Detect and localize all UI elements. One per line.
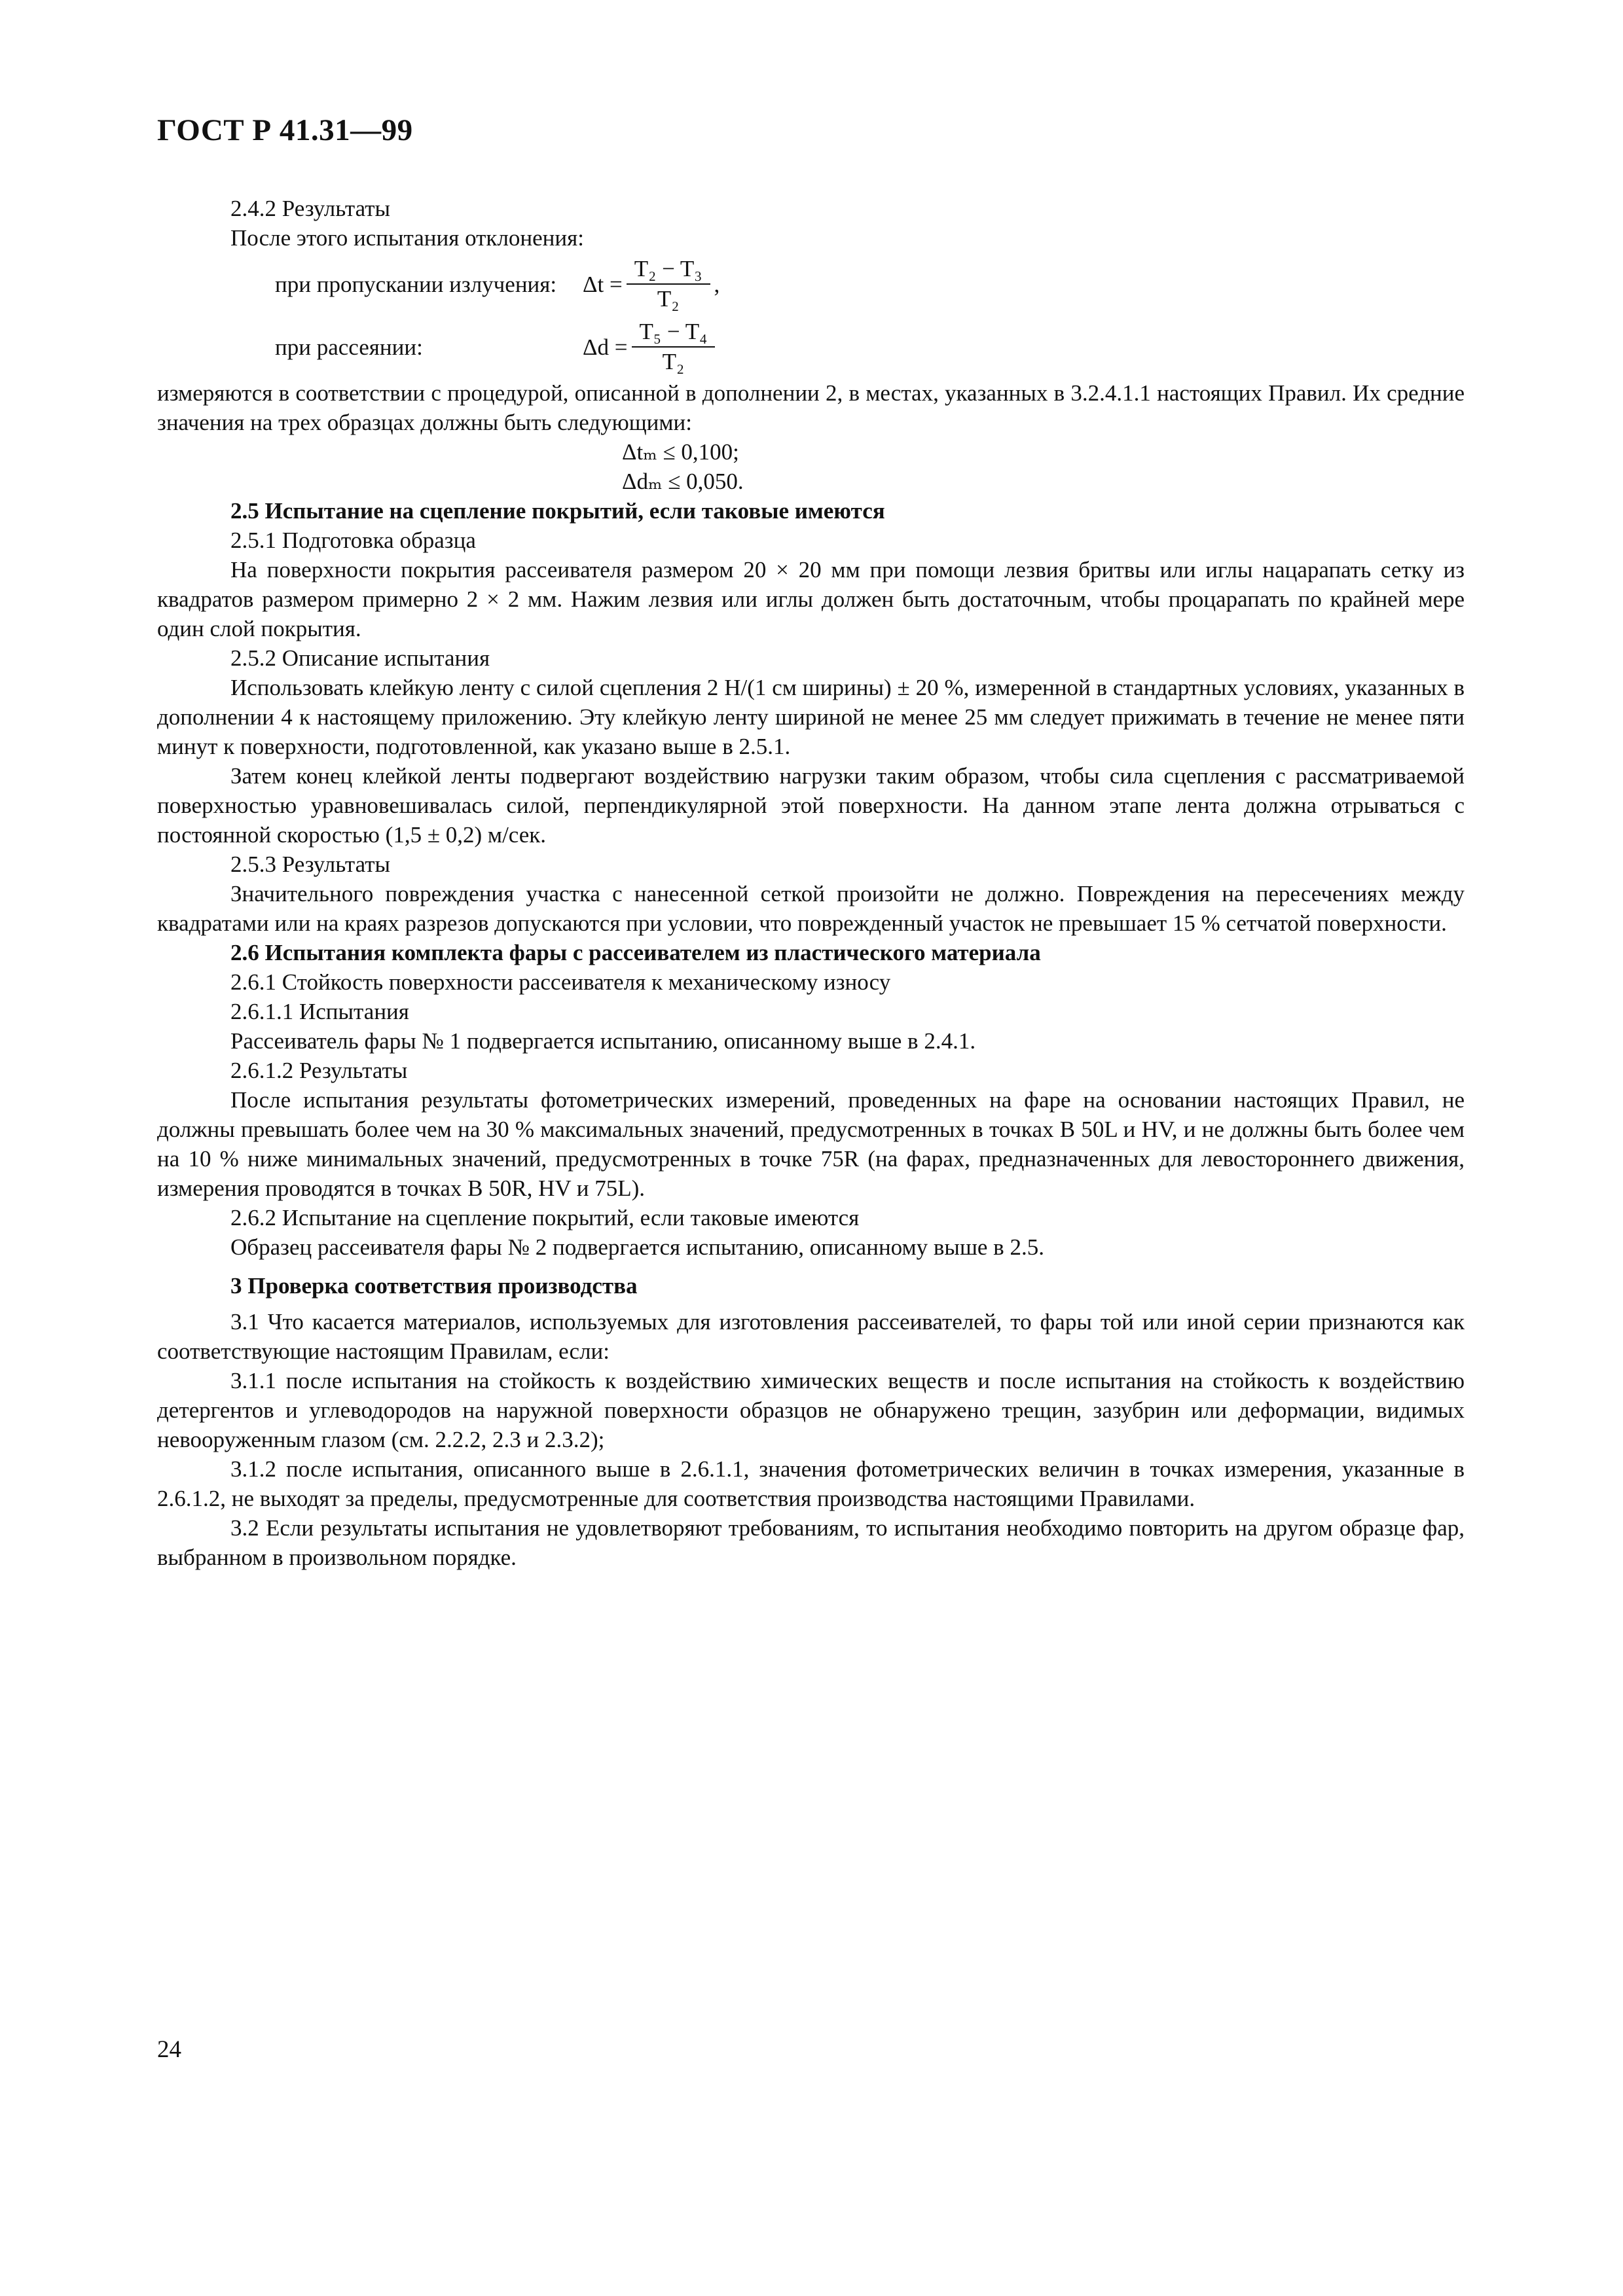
formula-transmission-denominator: T₂ [657,286,680,312]
formula-scattering-denominator: T₂ [662,349,685,374]
formula-transmission-label: при пропускании излучения: [275,271,557,297]
inequality-transmission: Δtₘ ≤ 0,100; [622,439,739,465]
section-2-6-1-1-title: 2.6.1.1 Испытания [230,999,409,1024]
section-2-5-2-title: 2.5.2 Описание испытания [230,645,490,671]
section-2-5-2-text: Использовать клейкую ленту с силой сцепления 2 Н/(1 см ширины) ± 20 %, измеренной в стандартных условиях, указанных в дополнении 4 к настоящему приложению. Эту клейкую ленту шириной не менее 25 мм следует прижимать в течение не менее пяти минут к поверхности, подготовленной, как указано выше в 2.5.1. [157,675,1465,759]
section-2-6-1-title: 2.6.1 Стойкость поверхности рассеивателя к механическому износу [230,969,891,995]
section-2-5-1-text: На поверхности покрытия рассеивателя размером 20 × 20 мм при помощи лезвия бритвы или иглы нацарапать сетку из квадратов размером примерно 2 × 2 мм. Нажим лезвия или иглы должен быть достаточным, чтобы процарапать по крайней мере один слой покрытия. [157,557,1465,641]
document-header: ГОСТ Р 41.31—99 [157,113,413,147]
formula-scattering-numerator: T₅ − T₄ [632,317,716,348]
section-2-6-1-1-text: Рассеиватель фары № 1 подвергается испытанию, описанному выше в 2.4.1. [230,1028,976,1054]
section-2-6-1-2-title: 2.6.1.2 Результаты [230,1058,408,1083]
section-2-6-heading: 2.6 Испытания комплекта фары с рассеивателем из пластического материала [230,940,1041,965]
section-2-6-1-2-text: После испытания результаты фотометрических измерений, проведенных на фаре на основании настоящих Правил, не должны превышать более чем на 30 % максимальных значений, предусмотренных в точках В 50L и HV, и не должны быть более чем на 10 % ниже минимальных значений, предусмотренных в точке 75R (на фарах, предназначенных для левостороннего движения, измерения проводятся в точках В 50R, HV и 75L). [157,1087,1465,1201]
section-2-4-2-title: 2.4.2 Результаты [230,196,391,221]
section-2-6-2-title: 2.6.2 Испытание на сцепление покрытий, если таковые имеются [230,1205,860,1230]
document-body [157,194,1465,1572]
formula-scattering-lhs: Δd = [583,334,628,360]
page-number: 24 [157,2036,181,2063]
section-2-4-2-text: измеряются в соответствии с процедурой, описанной в дополнении 2, в местах, указанных в 3.2.4.1.1 настоящих Правил. Их средние значения на трех образцах должны быть следующими: [157,380,1465,435]
section-3-heading: 3 Проверка соответствия производства [230,1273,638,1299]
section-2-5-3-title: 2.5.3 Результаты [230,852,391,877]
formula-transmission-comma: , [714,271,720,297]
section-3-1-text: 3.1 Что касается материалов, используемых для изготовления рассеивателей, то фары той или иной серии признаются как соответствующие настоящим Правилам, если: [157,1309,1465,1364]
formula-scattering-fraction [632,317,716,376]
section-3-1-2-text: 3.1.2 после испытания, описанного выше в 2.6.1.1, значения фотометрических величин в точках измерения, указанные в 2.6.1.2, не выходят за пределы, предусмотренные для соответствия производства настоящими Правилами. [157,1456,1465,1511]
section-2-5-2-text-2: Затем конец клейкой ленты подвергают воздействию нагрузки таким образом, чтобы сила сцепления с рассматриваемой поверхностью уравновешивалась силой, перпендикулярной этой поверхности. На данном этапе лента должна отрываться с постоянной скоростью (1,5 ± 0,2) м/сек. [157,763,1465,848]
formula-scattering-label: при рассеянии: [275,334,423,360]
section-2-5-1-title: 2.5.1 Подготовка образца [230,528,476,553]
section-2-4-2-intro: После этого испытания отклонения: [230,225,584,251]
section-3-2-text: 3.2 Если результаты испытания не удовлетворяют требованиям, то испытания необходимо повторить на другом образце фар, выбранном в произвольном порядке. [157,1515,1465,1570]
formula-scattering [157,315,1465,378]
inequality-scattering: Δdₘ ≤ 0,050. [622,469,744,494]
formula-transmission-numerator: T₂ − T₃ [627,255,710,285]
formula-transmission-lhs: Δt = [583,271,623,297]
formula-transmission-fraction [627,255,710,314]
section-2-5-3-text: Значительного повреждения участка с нанесенной сеткой произойти не должно. Повреждения на пересечениях между квадратами или на краях разрезов допускаются при условии, что поврежденный участок не превышает 15 % сетчатой поверхности. [157,881,1465,936]
formula-transmission [157,253,1465,315]
section-2-5-heading: 2.5 Испытание на сцепление покрытий, если таковые имеются [230,498,885,524]
section-3-1-1-text: 3.1.1 после испытания на стойкость к воздействию химических веществ и после испытания на стойкость к воздействию детергентов и углеводородов на наружной поверхности образцов не обнаружено трещин, зазубрин или деформации, видимых невооруженным глазом (см. 2.2.2, 2.3 и 2.3.2); [157,1368,1465,1452]
section-2-6-2-text: Образец рассеивателя фары № 2 подвергается испытанию, описанному выше в 2.5. [230,1234,1044,1260]
